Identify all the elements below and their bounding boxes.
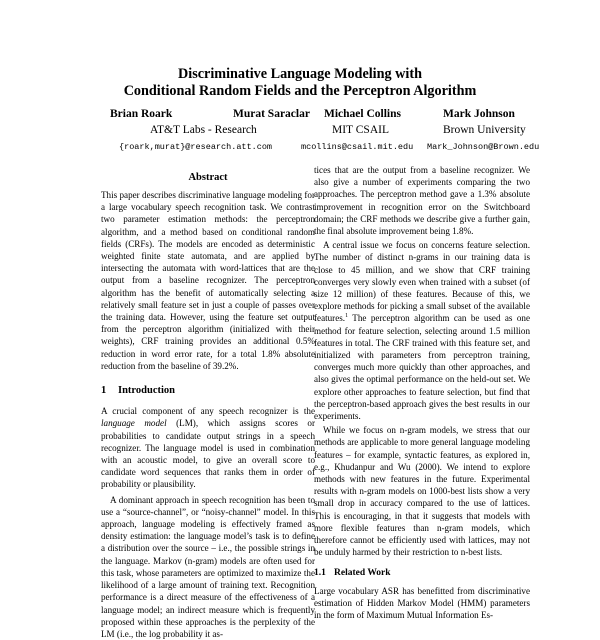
body-paragraph: tices that are the output from a baseline recognizer. We also give a number of experiments comparing the two approaches. The perceptron method gave a 1.3% absolute improvement in recognition error on the Switchboard domain; the CRF methods we describe give a further gain, the final absolute improvement being 1.8%. — [314, 165, 530, 237]
section-heading — [101, 385, 315, 397]
abstract-heading: Abstract — [188, 172, 228, 183]
right-column — [314, 164, 530, 621]
subsection-title: Related Work — [334, 567, 391, 578]
author-name: Mark Johnson — [443, 108, 515, 120]
affiliation: Brown University — [443, 124, 526, 136]
author-email: Mark_Johnson@Brown.edu — [427, 142, 540, 152]
author-name: Murat Saraclar — [233, 108, 310, 120]
affiliation: MIT CSAIL — [332, 124, 389, 136]
body-paragraph: A central issue we focus on concerns feature selection. The number of distinct n-grams in our training data is close to 45 million, and we show that CRF training converges very slowly even when trained with a subset (of size 12 million) of these features. Because of this, we explore methods for picking a small subset of the available features.$^1$ The perceptron algorithm can be used as one method for feature selection, selecting around 1.5 million features in total. The CRF trained with this feature set, and initialized with parameters from perceptron training, converges much more quickly than other approaches, and also gives the optimal performance on the held-out set. We explore other approaches to feature selection, but find that the perceptron-based approach gives the best results in our experiments. — [314, 240, 530, 422]
left-column — [101, 189, 315, 640]
section-title: Introduction — [118, 385, 175, 397]
affiliation: AT&T Labs - Research — [150, 124, 257, 136]
intro-paragraph: A crucial component of any speech recognizer is the language model (LM), which assigns scores or probabilities to candidate output strings in a speech recognizer. The language model is used in combination with an acoustic model, to give an overall score to candidate word sequences that ranks them in order of probability or plausibility. — [101, 406, 316, 490]
author-block — [0, 108, 600, 158]
author-name: Brian Roark — [110, 108, 173, 120]
author-email: mcollins@csail.mit.edu — [301, 142, 414, 152]
subsection-heading — [314, 567, 530, 579]
body-paragraph: Large vocabulary ASR has benefitted from discriminative estimation of Hidden Markov Model (HMM) parameters in the form of Maximum Mutual Information Es- — [314, 585, 530, 621]
abstract-text: This paper describes discriminative language modeling for a large vocabulary speech recognition task. We contrast two parameter estimation methods: the perceptron algorithm, and a method based on conditional random fields (CRFs). The models are encoded as deterministic weighted finite state automata, and are applied by intersecting the automata with word-lattices that are the output from a baseline recognizer. The perceptron algorithm has the benefit of automatically selecting a relatively small feature set in just a couple of passes over the training data. However, using the feature set output from the perceptron algorithm (initialized with their weights), CRF training provides an additional 0.5% reduction in word error rate, for a total 1.8% absolute reduction from the baseline of 39.2%. — [101, 190, 315, 371]
section-number: 1 — [101, 385, 107, 397]
subsection-number: 1.1 — [314, 567, 326, 578]
title-line-2: Conditional Random Fields and the Perceptron Algorithm — [123, 83, 477, 99]
body-paragraph: While we focus on n-gram models, we stress that our methods are applicable to more general language modeling features – for example, syntactic features, as explored in, e.g., Khudanpur and Wu (2000). We intend to explore methods with new features in the future. Experimental results with n-gram models on 1000-best lists show a very small drop in accuracy compared to the use of lattices. This is encouraging, in that it suggests that models with more flexible features than n-gram models, which therefore cannot be efficiently used with lattices, may not be unduly harmed by their restriction to n-best lists. — [314, 425, 530, 558]
title-line-1: Discriminative Language Modeling with — [178, 66, 422, 82]
intro-paragraph: A dominant approach in speech recognition has been to use a “source-channel”, or “noisy-channel” model. In this approach, language modeling is effectively framed as density estimation: the language model’s task is to define a distribution over the source – i.e., the possible strings in the language. Markov (n-gram) models are often used for this task, whose parameters are optimized to maximize the likelihood of a large amount of training text. Recognition performance is a direct measure of the effectiveness of a language model; an indirect measure which is frequently proposed within these approaches is the perplexity of the LM (i.e., the log probability it as- — [101, 494, 315, 639]
footnote-marker[interactable]: 1 — [345, 313, 349, 320]
paper-title — [0, 66, 600, 100]
author-email: {roark,murat}@research.att.com — [119, 142, 273, 152]
author-name: Michael Collins — [324, 108, 401, 120]
